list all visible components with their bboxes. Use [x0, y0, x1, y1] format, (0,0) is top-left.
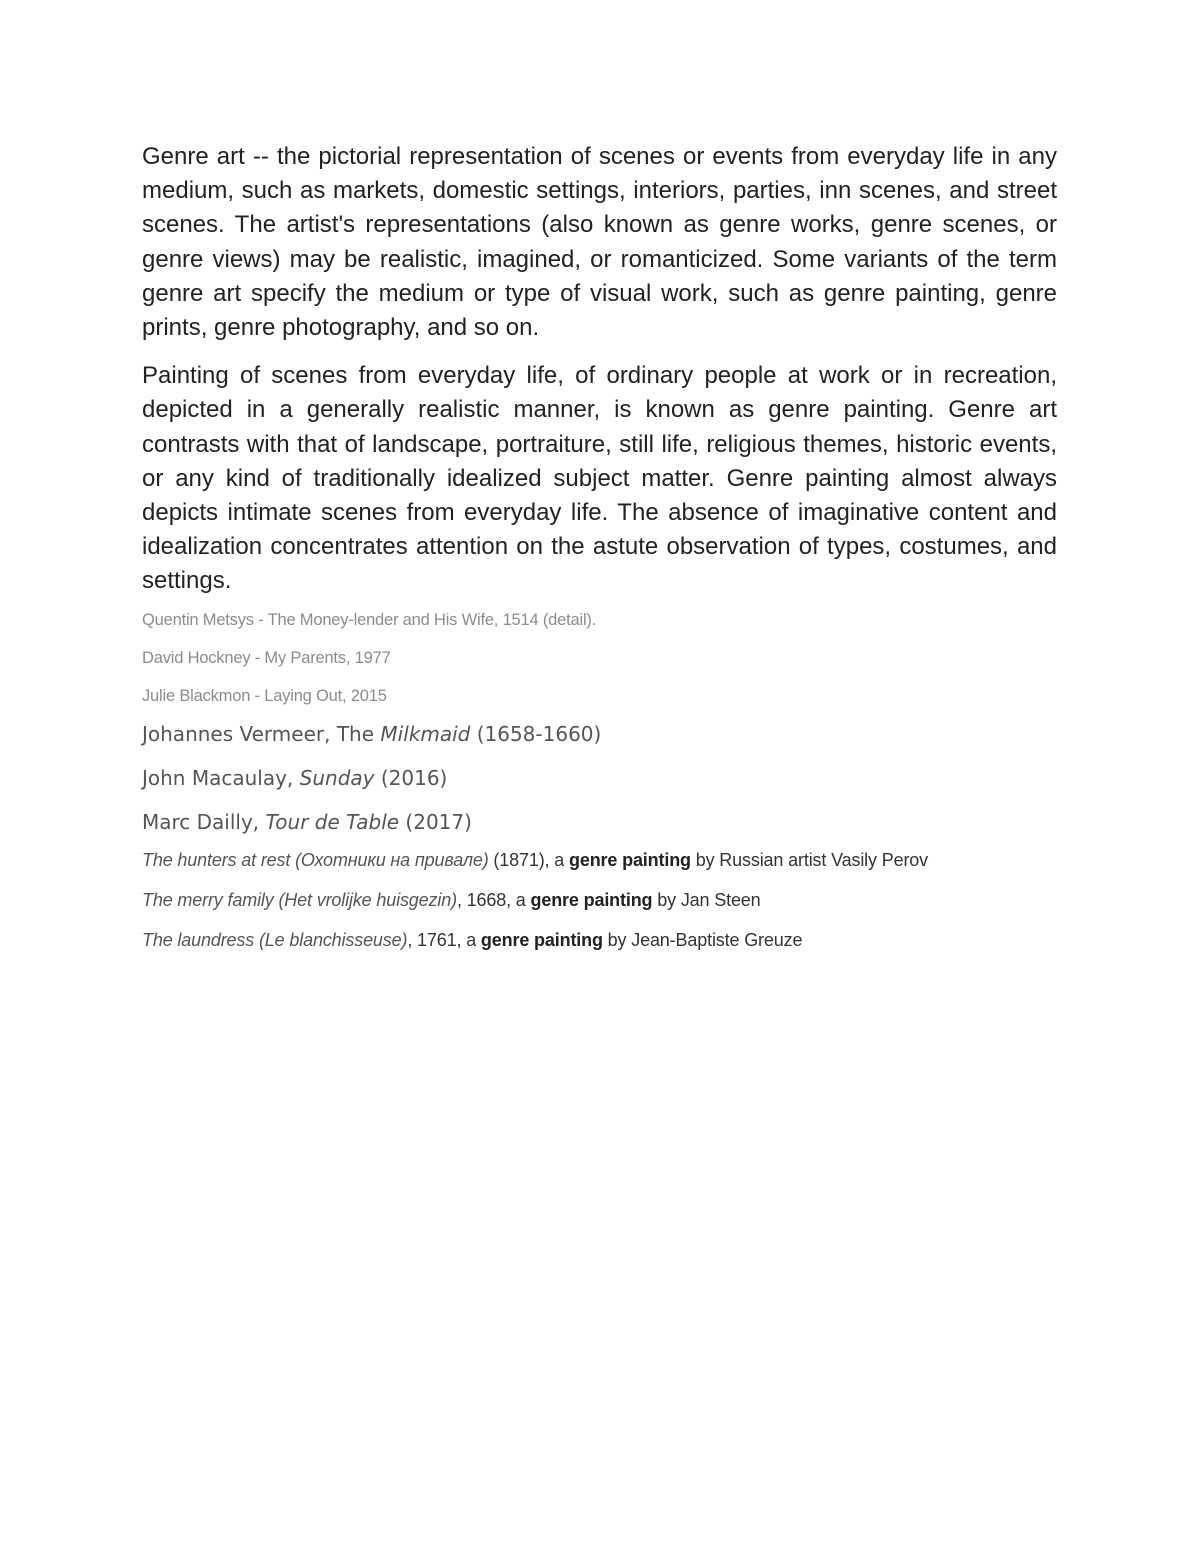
- description-title: The laundress (Le blanchisseuse): [142, 929, 408, 950]
- credit-dailly: [142, 809, 1057, 835]
- credit-title: Milkmaid: [380, 721, 471, 746]
- document-body: [142, 140, 1057, 951]
- credit-title: Tour de Table: [265, 809, 400, 834]
- image-caption-hockney: David Hockney - My Parents, 1977: [142, 648, 391, 667]
- description-genre-term: genre painting: [480, 929, 603, 950]
- description-steen: [142, 889, 1057, 911]
- paragraph-genre-art-definition: Genre art -- the pictorial representation of scenes or events from everyday life in any medium, such as markets, domestic settings, interiors, parties, inn scenes, and street scenes. The artist's representations (also known as genre works, genre scenes, or genre views) may be realistic, imagined, or romanticized. Some variants of the term genre art specify the medium or type of visual work, such as genre painting, genre prints, genre photography, and so on.: [142, 143, 1057, 342]
- credit-vermeer: [142, 721, 1057, 747]
- credit-artist: Johannes Vermeer, The: [142, 721, 381, 746]
- description-date: (1871), a: [488, 849, 569, 870]
- description-artist: by Jean-Baptiste Greuze: [602, 929, 803, 950]
- credit-artist: John Macaulay,: [142, 765, 300, 790]
- image-caption-metsys: Quentin Metsys - The Money-lender and His Wife, 1514 (detail).: [142, 610, 597, 629]
- description-perov: [142, 849, 1057, 871]
- credit-date: (1658-1660): [470, 721, 602, 746]
- description-greuze: [142, 929, 1057, 951]
- description-date: , 1668, a: [456, 889, 531, 910]
- image-caption-blackmon: Julie Blackmon - Laying Out, 2015: [142, 686, 387, 705]
- credit-artist: Marc Dailly,: [142, 809, 266, 834]
- description-artist: by Jan Steen: [652, 889, 761, 910]
- description-artist: by Russian artist Vasily Perov: [690, 849, 928, 870]
- description-title: The hunters at rest (Охотники на привале): [142, 849, 489, 870]
- credit-date: (2016): [374, 765, 448, 790]
- credit-date: (2017): [399, 809, 472, 834]
- paragraph-genre-painting: Painting of scenes from everyday life, of ordinary people at work or in recreation, depicted in a generally realistic manner, is known as genre painting. Genre art contrasts with that of landscape, portraiture, still life, religious themes, historic events, or any kind of traditionally idealized subject matter. Genre painting almost always depicts intimate scenes from everyday life. The absence of imaginative content and idealization concentrates attention on the astute observation of types, costumes, and settings.: [142, 362, 1057, 595]
- description-genre-term: genre painting: [530, 889, 653, 910]
- description-date: , 1761, a: [407, 929, 481, 950]
- credit-title: Sunday: [299, 765, 375, 790]
- description-genre-term: genre painting: [568, 849, 691, 870]
- credit-macaulay: [142, 765, 1057, 791]
- description-title: The merry family (Het vrolijke huisgezin): [142, 889, 457, 910]
